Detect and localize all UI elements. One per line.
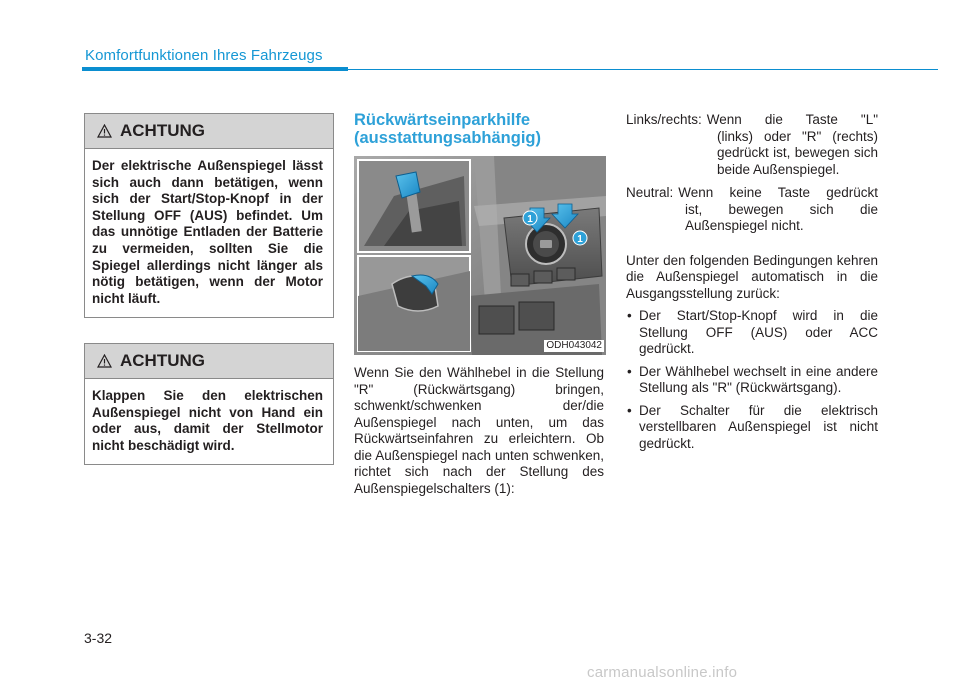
definition-text: ist, bewegen sich die Außenspiegel nicht. <box>685 201 878 233</box>
caution-label: ACHTUNG <box>120 121 205 140</box>
return-conditions-intro: Unter den folgenden Bedingungen kehren die Außenspiegel automatisch in die Ausgangsstellung zurück: <box>626 252 878 301</box>
callout-number: 1 <box>527 214 533 225</box>
definition-text: (links) oder "R" (rechts) gedrückt ist, bewegen sich beide Außenspiegel. <box>717 128 878 177</box>
watermark: carmanualsonline.info <box>587 664 738 681</box>
definition-text-first-line: Wenn keine Taste gedrückt <box>678 185 878 200</box>
mirror-switch-illustration <box>354 156 606 355</box>
caution-label: ACHTUNG <box>120 351 205 370</box>
definition-term: Neutral: <box>626 185 674 200</box>
page-number: 3-32 <box>84 630 113 646</box>
list-item: • Der Schalter für die elektrisch verstellbaren Außenspiegel ist nicht gedrückt. <box>626 403 878 453</box>
right-column <box>626 112 878 458</box>
caution-header <box>85 344 333 379</box>
return-conditions-list <box>626 308 878 452</box>
header-rule-thick <box>82 67 348 71</box>
definition-neutral <box>626 185 878 235</box>
definition-text-first-line: Wenn die Taste "L" <box>706 112 878 127</box>
caution-text: Der elektrische Außenspiegel lässt sich auch dann betätigen, wenn sich der Start/Stop-Knopf in der Stellung OFF (AUS) befindet. Um das unnötige Entladen der Batterie zu vermeiden, sollten Sie die Spiegel allerdings nicht länger als nötig betätigen, wenn der Motor nicht läuft. <box>92 158 323 306</box>
list-item: • Der Wählhebel wechselt in eine andere Stellung als "R" (Rückwärtsgang). <box>626 364 878 397</box>
caution-header <box>85 114 333 149</box>
mirror-switch-figure <box>354 156 606 355</box>
warning-triangle-icon <box>97 354 112 368</box>
caution-box-mirror-fold <box>84 343 334 465</box>
header-title: Komfortfunktionen Ihres Fahrzeugs <box>85 47 323 64</box>
header-rule-thin <box>348 69 938 71</box>
definition-term: Links/rechts: <box>626 112 702 127</box>
list-item: • Der Start/Stop-Knopf wird in die Stellung OFF (AUS) oder ACC gedrückt. <box>626 308 878 358</box>
definition-left-right <box>626 112 878 178</box>
callout-number: 1 <box>577 234 583 245</box>
figure-id-label: ODH043042 <box>546 340 602 351</box>
caution-text: Klappen Sie den elektrischen Außenspiegel nicht von Hand ein oder aus, damit der Stellmotor nicht beschädigt wird. <box>92 388 323 453</box>
caution-box-battery <box>84 113 334 318</box>
reverse-assist-description: Wenn Sie den Wählhebel in die Stellung "R" (Rückwärtsgang) bringen, schwenkt/schwenken der/die Außenspiegel nach unten, um das Rückwärtseinfahren zu erleichtern. Ob die Außenspiegel nach unten schwenken, richtet sich nach der Stellung des Außenspiegelschalters (1): <box>354 365 604 496</box>
section-title: Rückwärtseinparkhilfe (ausstattungsabhängig) <box>354 111 542 147</box>
warning-triangle-icon <box>97 124 112 138</box>
